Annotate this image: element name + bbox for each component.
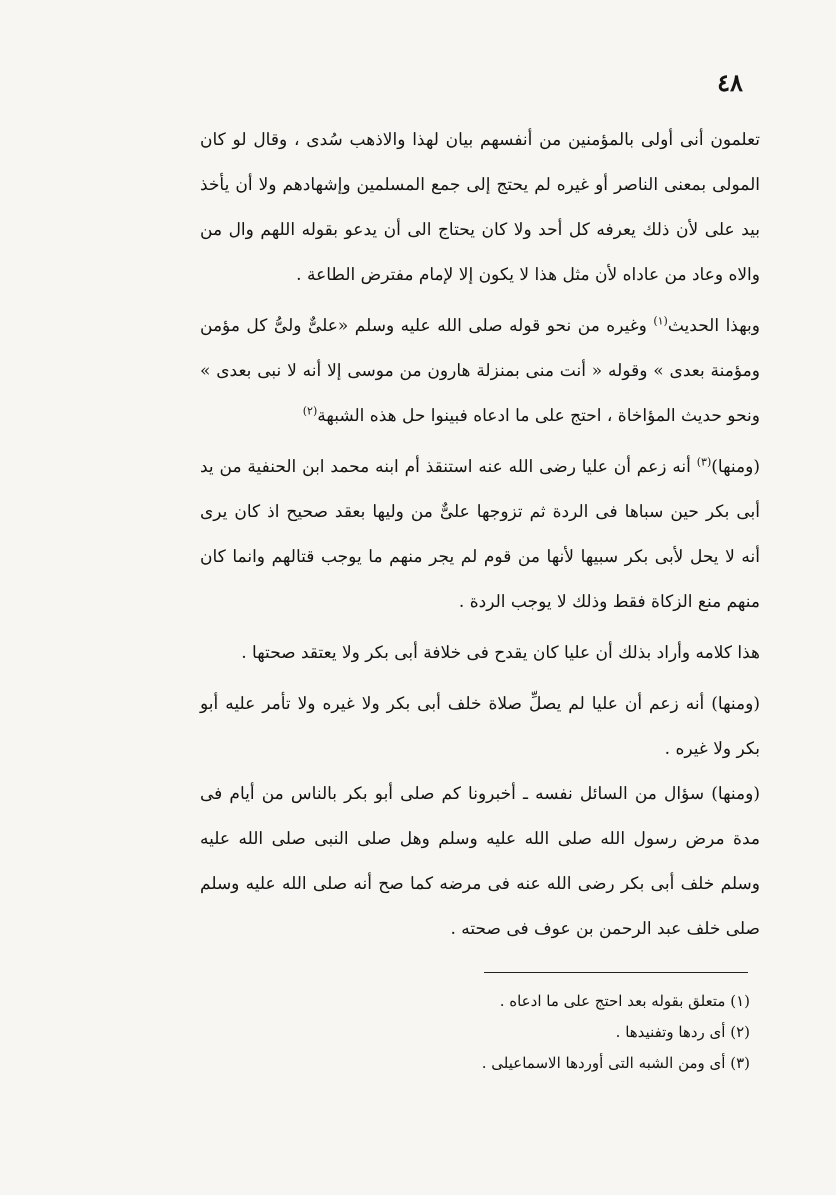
paragraph-3-rest: أنه زعم أن عليا رضى الله عنه استنقذ أم ابنه محمد ابن الحنفية من يد أبى بكر حين سباها فى الردة ثم تزوجها علىٌّ من وليها بعقد صحيح اذ كان يرى أنه لا يحل لأبى بكر سبيها لأنها من قوم لم يجر منهم ما يوجب قتالهم وانما كان منهم منع الزكاة فقط وذلك لا يوجب الردة . — [200, 457, 760, 612]
paragraph-2 — [200, 304, 760, 439]
paragraph-2-rest: وغيره من نحو قوله صلى الله عليه وسلم «علىٌّ ولىُّ كل مؤمن ومؤمنة بعدى » وقوله « أنت منى بمنزلة هارون من موسى إلا أنه لا نبى بعدى » ونحو حديث المؤاخاة ، احتج على ما ادعاه فبينوا حل هذه الشبهة — [200, 316, 760, 426]
footnote-ref-1: (١) — [653, 314, 668, 328]
footnote-ref-3: (٣) — [696, 455, 712, 469]
paragraph-6: (ومنها) سؤال من السائل نفسه ـ أخبرونا كم صلى أبو بكر بالناس من أيام فى مدة مرض رسول الله صلى الله عليه وسلم وهل صلى النبى صلى الله عليه وسلم خلف أبى بكر رضى الله عنه فى مرضه كما صح أنه صلى الله عليه وسلم صلى خلف عبد الرحمن بن عوف فى صحته . — [200, 784, 760, 939]
paragraph-1: تعلمون أنى أولى بالمؤمنين من أنفسهم بيان لهذا والاذهب سُدى ، وقال لو كان المولى بمعنى الناصر أو غيره لم يحتج إلى جمع المسلمين وإشهادهم ولا أن يأخذ بيد على لأن ذلك يعرفه كل أحد ولا كان يحتاج الى أن يدعو بقوله اللهم وال من والاه وعاد من عاداه لأن مثل هذا لا يكون إلا لإمام مفترض الطاعة . — [200, 130, 760, 285]
paragraph-5: (ومنها) أنه زعم أن عليا لم يصلِّ صلاة خلف أبى بكر ولا غيره ولا تأمر عليه أبو بكر ولا غيره . — [200, 694, 760, 759]
footnotes — [380, 986, 750, 1079]
paragraph-2-start: وبهذا الحديث — [667, 316, 760, 336]
paragraph-4: هذا كلامه وأراد بذلك أن عليا كان يقدح فى خلافة أبى بكر ولا يعتقد صحتها . — [241, 643, 760, 663]
footnote-2: (٢) أى ردها وتفنيدها . — [615, 1023, 750, 1041]
page-number: ٤٨ — [717, 68, 743, 97]
footnote-ref-2: (٢) — [302, 404, 318, 418]
footnote-3: (٣) أى ومن الشبه التى أوردها الاسماعيلى . — [481, 1054, 750, 1072]
footnote-1: (١) متعلق بقوله بعد احتج على ما ادعاه . — [499, 992, 750, 1010]
main-text — [200, 118, 760, 952]
footnote-separator — [484, 972, 748, 973]
paragraph-3 — [200, 445, 760, 625]
paragraph-3-start: (ومنها) — [711, 457, 760, 477]
